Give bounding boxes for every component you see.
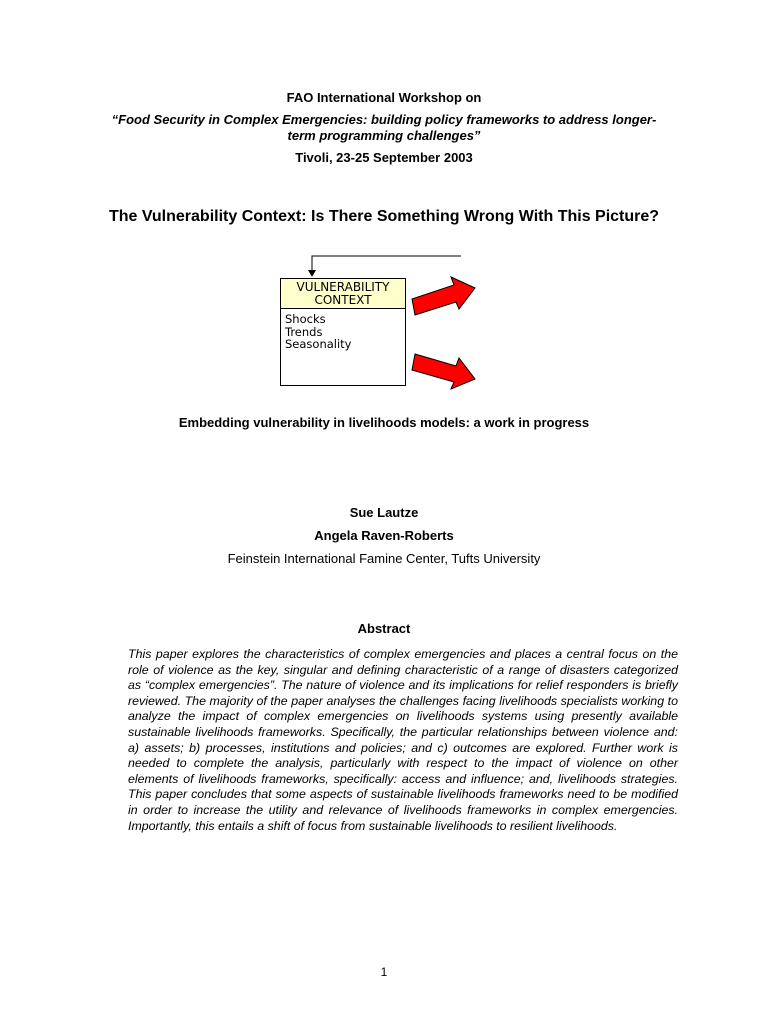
feed-arrowhead-icon xyxy=(308,270,316,277)
abstract-heading: Abstract xyxy=(357,621,411,636)
paper-subtitle: Embedding vulnerability in livelihoods models: a work in progress xyxy=(178,415,590,430)
vulnerability-context-box xyxy=(280,278,406,386)
author-name: Angela Raven-Roberts xyxy=(314,528,454,543)
item-shocks: Shocks xyxy=(285,312,326,326)
workshop-label: FAO International Workshop on xyxy=(286,90,482,105)
author-name: Sue Lautze xyxy=(349,505,419,520)
vulnerability-context-diagram xyxy=(270,252,500,392)
workshop-title: “Food Security in Complex Emergencies: building policy frameworks to address longer-term programming challenges” xyxy=(111,112,657,143)
vulnerability-context-header xyxy=(281,279,405,309)
box-title-line1: VULNERABILITY xyxy=(296,280,390,294)
vulnerability-context-items xyxy=(281,309,405,351)
red-arrow-upper-icon xyxy=(412,277,475,315)
abstract-body: This paper explores the characteristics of complex emergencies and places a central focus on the role of violence as the key, singular and defining characteristic of a range of disasters categorized as “complex emergencies”. The nature of violence and its implications for relief responders is briefly reviewed. The majority of the paper analyses the challenges facing livelihoods specialists working to analyze the impact of complex emergencies on livelihoods systems using presently available sustainable livelihoods frameworks. Specifically, the particular relationships between violence and: a) assets; b) processes, institutions and policies; and c) outcomes are explored. Further work is needed to complete the analysis, particularly with respect to the impact of violence on other elements of livelihoods frameworks, specifically: access and influence; and, livelihoods strategies. This paper concludes that some aspects of sustainable livelihoods frameworks need to be modified in order to increase the utility and relevance of livelihoods frameworks in complex emergencies. Importantly, this entails a shift of focus from sustainable livelihoods to resilient livelihoods. xyxy=(128,647,678,833)
feed-line xyxy=(312,256,461,274)
page-number: 1 xyxy=(380,965,388,979)
paper-title: The Vulnerability Context: Is There Something Wrong With This Picture? xyxy=(108,208,660,225)
item-trends: Trends xyxy=(285,324,323,339)
red-arrow-lower-icon xyxy=(412,354,475,389)
item-seasonality: Seasonality xyxy=(285,337,352,351)
author-affiliation: Feinstein International Famine Center, Tufts University xyxy=(227,551,541,566)
box-title-line2: CONTEXT xyxy=(314,293,372,307)
workshop-date: Tivoli, 23-25 September 2003 xyxy=(295,150,473,165)
